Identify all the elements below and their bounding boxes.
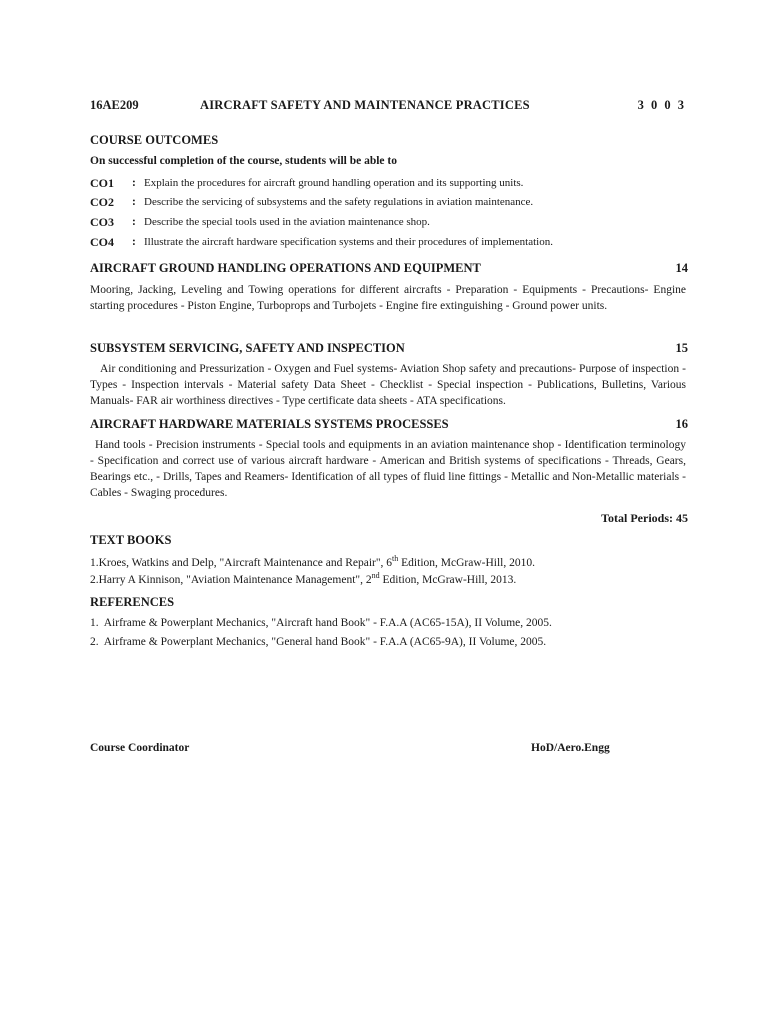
unit-heading-row bbox=[90, 260, 688, 276]
text-books-heading: TEXT BOOKS bbox=[90, 533, 172, 547]
reference-item: 1. Airframe & Powerplant Mechanics, "Aircraft hand Book" - F.A.A (AC65-15A), II Volume, 2005. bbox=[90, 617, 552, 629]
course-outcome-text: Explain the procedures for aircraft ground handling operation and its supporting units. bbox=[144, 177, 524, 189]
text-book-text: 2.Harry A Kinnison, "Aviation Maintenance Management", 2 bbox=[90, 574, 372, 586]
reference-item: 2. Airframe & Powerplant Mechanics, "General hand Book" - F.A.A (AC65-9A), II Volume, 2005. bbox=[90, 636, 547, 648]
course-outcome-row bbox=[90, 175, 688, 191]
unit-heading-row bbox=[90, 340, 688, 356]
unit-title: SUBSYSTEM SERVICING, SAFETY AND INSPECTION bbox=[90, 341, 405, 355]
total-periods: Total Periods: 45 bbox=[601, 511, 688, 525]
course-outcome-code: CO3 bbox=[90, 215, 114, 229]
unit-heading-row bbox=[90, 416, 688, 432]
text-book-text-tail: Edition, McGraw-Hill, 2013. bbox=[379, 574, 517, 586]
unit-hours: 15 bbox=[675, 341, 688, 355]
course-outcome-text: Describe the servicing of subsystems and the safety regulations in aviation maintenance. bbox=[144, 196, 534, 208]
unit-hours: 14 bbox=[675, 261, 688, 275]
text-book-item bbox=[90, 555, 535, 571]
course-code: 16AE209 bbox=[90, 98, 139, 112]
references-heading: REFERENCES bbox=[90, 595, 175, 609]
course-outcome-colon: : bbox=[132, 236, 136, 248]
course-outcome-code: CO4 bbox=[90, 235, 114, 249]
course-outcome-colon: : bbox=[132, 216, 136, 228]
unit-hours: 16 bbox=[675, 417, 688, 431]
unit-description: Mooring, Jacking, Leveling and Towing operations for different aircrafts - Preparation - Equipments - Precautions- Engine starting procedures - Piston Engine, Turboprops and Turbojets - Engine fire extinguishing - Ground power units. bbox=[90, 284, 686, 312]
course-outcome-row bbox=[90, 194, 688, 210]
unit-title: AIRCRAFT GROUND HANDLING OPERATIONS AND EQUIPMENT bbox=[90, 261, 481, 275]
course-coordinator-signature: Course Coordinator bbox=[90, 742, 190, 754]
text-book-item bbox=[90, 572, 516, 588]
course-outcome-colon: : bbox=[132, 177, 136, 189]
text-book-text-tail: Edition, McGraw-Hill, 2010. bbox=[398, 557, 535, 569]
hod-signature: HoD/Aero.Engg bbox=[531, 742, 610, 754]
course-outcomes-heading: COURSE OUTCOMES bbox=[90, 133, 219, 147]
course-outcome-code: CO1 bbox=[90, 176, 114, 190]
course-outcome-row bbox=[90, 214, 688, 230]
unit-description: Air conditioning and Pressurization - Oxygen and Fuel systems- Aviation Shop safety and precautions- Purpose of inspection - Types - Inspection intervals - Material safety Data Sheet - Checklist - Special inspection - Publications, Bulletins, Various Manuals- FAR air worthiness directives - Type certificate data sheets - ATA specifications. bbox=[90, 363, 686, 407]
course-outcome-text: Describe the special tools used in the aviation maintenance shop. bbox=[144, 216, 430, 228]
course-outcome-colon: : bbox=[132, 196, 136, 208]
text-book-text: 1.Kroes, Watkins and Delp, "Aircraft Maintenance and Repair", 6 bbox=[90, 557, 393, 569]
course-outcome-text: Illustrate the aircraft hardware specification systems and their procedures of implementation. bbox=[144, 236, 553, 248]
text-book-edition-suffix: th bbox=[392, 554, 399, 564]
text-book-edition-suffix: nd bbox=[371, 571, 380, 581]
course-outcomes-intro: On successful completion of the course, students will be able to bbox=[90, 155, 397, 167]
unit-title: AIRCRAFT HARDWARE MATERIALS SYSTEMS PROCESSES bbox=[90, 417, 449, 431]
course-title: AIRCRAFT SAFETY AND MAINTENANCE PRACTICES bbox=[200, 98, 530, 112]
course-credits: 3 0 0 3 bbox=[637, 98, 686, 112]
unit-description: Hand tools - Precision instruments - Special tools and equipments in an aviation maintenance shop - Identification terminology - Specification and correct use of various aircraft hardware - American and British systems of specifications - Threads, Gears, Bearings etc., - Drills, Tapes and Reamers- Identification of all types of fluid line fittings - Metallic and Non-Metallic materials - Cables - Swaging procedures. bbox=[90, 439, 686, 499]
course-outcome-code: CO2 bbox=[90, 195, 114, 209]
course-outcome-row bbox=[90, 234, 688, 250]
